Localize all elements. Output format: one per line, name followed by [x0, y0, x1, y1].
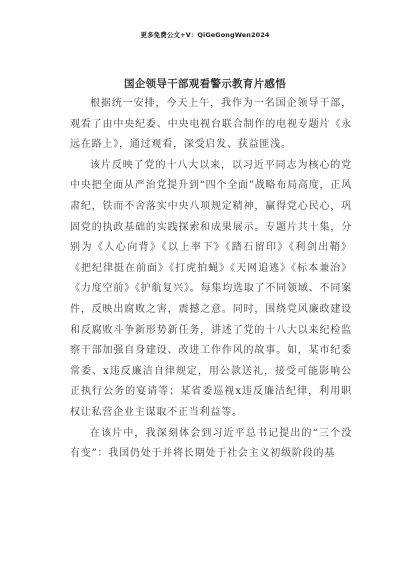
paragraph-reflection: 在该片中，我深刻体会到习近平总书记提出的“三个没有变”：我国仍处于并将长期处于社会主义初级阶段的基 — [70, 427, 352, 460]
paragraph-film-summary: 该片反映了党的十八大以来，以习近平同志为核心的党中央把全面从严治党提升到“四个全面”战略布局高度，正风肃纪，铁而不舍落实中央八项规定精神，赢得党心民心，巩固党的执政基础的实践探索和成果展示。专题片共十集，分别为《人心向背》《以上率下》《踏石留印》《利剑出鞘》《把纪律挺在前面》《打虎拍蝇》《天网追逃》《标本兼治》《力度空前》《护航复兴》。每集均选取了不同领域、不同案件，反映出腐败之害，震撼之意。同时，围绕党风廉政建设和反腐败斗争新形势新任务，讲述了党的十八大以来纪检监察干部加强自身建设、改进工作作风的故事。如，某市纪委常委、x违反廉洁自律规定，用公款送礼，接受可能影响公正执行公务的宴请等；某省委巡视x违反廉洁纪律，利用职权让私营企业主谋取不正当利益等。 — [70, 159, 352, 418]
document-body — [70, 94, 352, 465]
header-note: 更多免费公文+V：QiGeGongWen2024 — [140, 31, 270, 39]
document-title: 国企领导干部观看警示教育片感悟 — [124, 78, 286, 90]
paragraph-intro: 根据统一安排，今天上午，我作为一名国企领导干部，观看了由中央纪委、中央电视台联合制作的电视专题片《永远在路上》，通过观看，深受启发、获益匪浅。 — [70, 98, 352, 151]
